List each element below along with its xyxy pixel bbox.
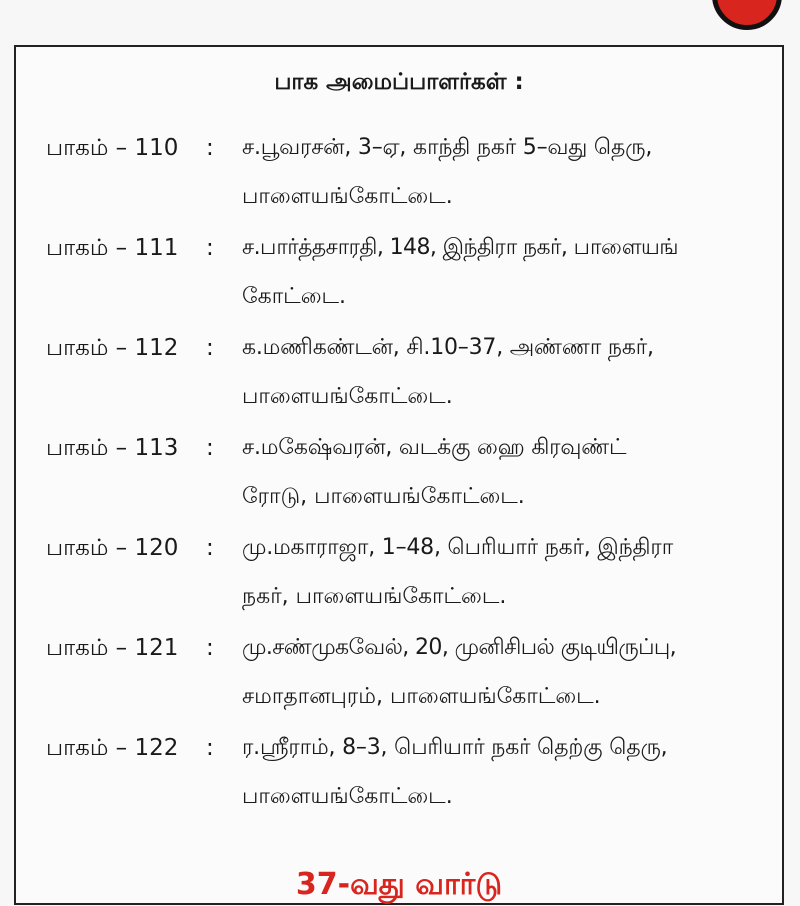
entry-address-cont: பாளையங்கோட்டை. xyxy=(242,384,453,409)
entry-address-cont: பாளையங்கோட்டை. xyxy=(242,184,453,209)
separator: : xyxy=(206,735,214,761)
entry-address-cont: ரோடு, பாளையங்கோட்டை. xyxy=(242,484,525,509)
section-heading: பாக அமைப்பாளர்கள் : xyxy=(274,69,524,95)
entry-name-address: ர.ஸ்ரீராம், 8–3, பெரியார் நகர் தெற்கு தெரு, xyxy=(242,735,668,760)
entry-row xyxy=(16,435,786,535)
entry-name-address: ச.பூவரசன், 3–ஏ, காந்தி நகர் 5–வது தெரு, xyxy=(242,135,653,160)
entry-address-cont: கோட்டை. xyxy=(242,284,347,309)
entry-name-address: ச.பார்த்தசாரதி, 148, இந்திரா நகர், பாளையங் xyxy=(242,235,678,260)
part-number: பாகம் – 122 xyxy=(46,735,179,761)
separator: : xyxy=(206,135,214,161)
entry-row xyxy=(16,535,786,635)
part-number: பாகம் – 110 xyxy=(46,135,179,161)
entry-name-address: ச.மகேஷ்வரன், வடக்கு ஹை கிரவுண்ட் xyxy=(242,435,627,460)
entry-name-address: க.மணிகண்டன், சி.10–37, அண்ணா நகர், xyxy=(242,335,654,360)
separator: : xyxy=(206,535,214,561)
document-frame xyxy=(14,45,784,905)
separator: : xyxy=(206,235,214,261)
entry-address-cont: சமாதானபுரம், பாளையங்கோட்டை. xyxy=(242,684,601,709)
separator: : xyxy=(206,335,214,361)
part-number: பாகம் – 112 xyxy=(46,335,179,361)
entry-row xyxy=(16,335,786,435)
logo-emblem xyxy=(712,0,782,30)
separator: : xyxy=(206,635,214,661)
part-number: பாகம் – 113 xyxy=(46,435,179,461)
entry-address-cont: நகர், பாளையங்கோட்டை. xyxy=(242,584,507,609)
entry-row xyxy=(16,735,786,835)
entry-address-cont: பாளையங்கோட்டை. xyxy=(242,784,453,809)
part-number: பாகம் – 120 xyxy=(46,535,179,561)
entry-row xyxy=(16,135,786,235)
entry-name-address: மு.சண்முகவேல், 20, முனிசிபல் குடியிருப்பு, xyxy=(242,635,677,660)
entry-row xyxy=(16,235,786,335)
part-number: பாகம் – 121 xyxy=(46,635,179,661)
separator: : xyxy=(206,435,214,461)
entry-name-address: மு.மகாராஜா, 1–48, பெரியார் நகர், இந்திரா xyxy=(242,535,673,560)
ward-title: 37-வது வார்டு xyxy=(295,867,503,902)
part-number: பாகம் – 111 xyxy=(46,235,179,261)
entry-row xyxy=(16,635,786,735)
